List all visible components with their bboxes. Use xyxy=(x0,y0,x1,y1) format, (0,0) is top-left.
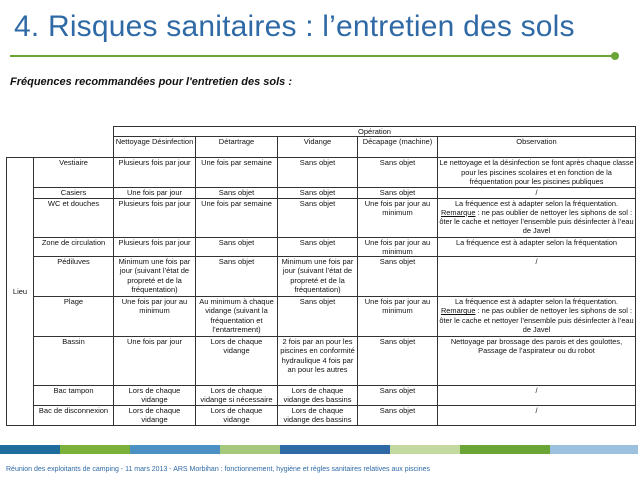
remarque-label: Remarque xyxy=(440,306,476,316)
footer-band-segment xyxy=(130,445,220,454)
cell-lieu: Bassin xyxy=(34,337,114,386)
cell-lieu: Casiers xyxy=(34,188,114,198)
operation-group-header: Opération xyxy=(114,127,636,137)
cell-detartrage: Au minimum à chaque vidange (suivant la fréquentation et l’entartrement) xyxy=(196,297,278,337)
cell-decapage: Sans objet xyxy=(358,386,438,406)
cell-nettoyage: Lors de chaque vidange xyxy=(114,386,196,406)
cell-lieu: Bac de disconnexion xyxy=(34,406,114,426)
title-underline-dot xyxy=(611,52,619,60)
table-row xyxy=(7,406,636,426)
cell-vidange: Sans objet xyxy=(278,237,358,257)
cell-detartrage: Lors de chaque vidange xyxy=(196,337,278,386)
cell-nettoyage: Plusieurs fois par jour xyxy=(114,158,196,188)
cell-lieu: Zone de circulation xyxy=(34,237,114,257)
cell-nettoyage: Une fois par jour au minimum xyxy=(114,297,196,337)
cell-nettoyage: Une fois par jour xyxy=(114,337,196,386)
cell-observation: Le nettoyage et la désinfection se font après chaque classe pour les piscines scolaires et en fonction de la fréquentation pour les piscines publiques xyxy=(439,158,634,186)
cell-nettoyage: Plusieurs fois par jour xyxy=(114,198,196,237)
cell-detartrage: Sans objet xyxy=(196,257,278,297)
cell-lieu: Bac tampon xyxy=(34,386,114,406)
table-subtitle: Fréquences recommandées pour l'entretien des sols : xyxy=(10,76,292,88)
row-group-label-lieu: Lieu xyxy=(7,158,34,426)
table-row xyxy=(7,237,636,257)
cell-vidange: Lors de chaque vidange des bassins xyxy=(278,406,358,426)
col-header-vidange: Vidange xyxy=(278,137,358,158)
observation-remark-text: : ne pas oublier de nettoyer les siphons de sol : ôter le cache et nettoyer l’ensemble puis désinfecter à l’eau de Javel xyxy=(439,306,634,335)
cell-detartrage: Sans objet xyxy=(196,237,278,257)
col-header-decapage: Décapage (machine) xyxy=(358,137,438,158)
cell-decapage: Sans objet xyxy=(358,257,438,297)
cell-vidange: Sans objet xyxy=(278,198,358,237)
cell-vidange: 2 fois par an pour les piscines en conformité hydraulique 4 fois par an pour les autres xyxy=(278,337,358,386)
table-row xyxy=(7,198,636,237)
col-header-detartrage: Détartrage xyxy=(196,137,278,158)
footer-band-segment xyxy=(60,445,130,454)
cell-decapage: Une fois par jour au minimum xyxy=(358,297,438,337)
cell-nettoyage: Une fois par jour xyxy=(114,188,196,198)
cell-decapage: Sans objet xyxy=(358,337,438,386)
cell-vidange: Sans objet xyxy=(278,297,358,337)
cell-lieu: Plage xyxy=(34,297,114,337)
cell-decapage: Sans objet xyxy=(358,158,438,188)
footer-band-segment xyxy=(390,445,460,454)
cell-observation xyxy=(438,297,636,337)
cell-lieu: Pédiluves xyxy=(34,257,114,297)
cell-decapage: Sans objet xyxy=(358,188,438,198)
cell-detartrage: Une fois par semaine xyxy=(196,198,278,237)
cell-vidange: Sans objet xyxy=(278,188,358,198)
table-row xyxy=(7,158,636,188)
cell-observation: / xyxy=(438,188,636,198)
cell-nettoyage: Plusieurs fois par jour xyxy=(114,237,196,257)
cell-observation: La fréquence est à adapter selon la fréquentation xyxy=(438,237,636,257)
footer-band-segment xyxy=(460,445,550,454)
cell-observation: / xyxy=(438,257,636,297)
cell-detartrage: Lors de chaque vidange xyxy=(196,406,278,426)
table-row xyxy=(7,257,636,297)
cell-lieu: Vestiaire xyxy=(34,158,114,188)
cell-nettoyage: Minimum une fois par jour (suivant l’état de propreté et de la fréquentation) xyxy=(114,257,196,297)
footer-band-segment xyxy=(220,445,280,454)
table-row xyxy=(7,297,636,337)
cell-observation: / xyxy=(438,386,636,406)
footer-color-band xyxy=(0,445,638,454)
cell-detartrage: Une fois par semaine xyxy=(196,158,278,188)
footer-band-segment xyxy=(280,445,390,454)
cell-detartrage: Lors de chaque vidange si nécessaire xyxy=(196,386,278,406)
table-row xyxy=(7,337,636,386)
observation-remark-text: : ne pas oublier de nettoyer les siphons de sol : ôter le cache et nettoyer l’ensemble puis désinfecter à l’eau de Javel xyxy=(439,207,634,236)
cell-decapage: Une fois par jour au minimum xyxy=(358,237,438,257)
remarque-label: Remarque xyxy=(440,207,476,217)
table-row xyxy=(7,386,636,406)
cell-decapage: Une fois par jour au minimum xyxy=(358,198,438,237)
col-header-observation: Observation xyxy=(438,137,636,158)
cell-detartrage: Sans objet xyxy=(196,188,278,198)
cell-vidange: Lors de chaque vidange des bassins xyxy=(278,386,358,406)
cell-decapage: Sans objet xyxy=(358,406,438,426)
cell-lieu: WC et douches xyxy=(34,198,114,237)
cell-vidange: Sans objet xyxy=(278,158,358,188)
cell-observation: / xyxy=(438,406,636,426)
footer-text: Réunion des exploitants de camping - 11 mars 2013 - ARS Morbihan : fonctionnement, hygiène et règles sanitaires relatives aux piscines xyxy=(6,466,430,473)
slide-title: 4. Risques sanitaires : l’entretien des sols xyxy=(14,10,575,43)
footer-band-segment xyxy=(550,445,638,454)
cell-observation xyxy=(438,198,636,237)
footer-band-segment xyxy=(0,445,60,454)
cell-vidange: Minimum une fois par jour (suivant l’état de propreté et de la fréquentation) xyxy=(278,257,358,297)
cleaning-frequency-table xyxy=(6,126,636,426)
observation-line: La fréquence est à adapter selon la fréquentation. xyxy=(454,297,619,307)
title-underline xyxy=(10,55,616,57)
col-header-nettoyage: Nettoyage Désinfection xyxy=(114,137,196,158)
cell-observation: Nettoyage par brossage des parois et des goulottes, Passage de l’aspirateur ou du robot xyxy=(438,337,636,386)
table-row xyxy=(7,188,636,198)
cell-nettoyage: Lors de chaque vidange xyxy=(114,406,196,426)
observation-line: La fréquence est à adapter selon la fréquentation. xyxy=(454,198,619,208)
